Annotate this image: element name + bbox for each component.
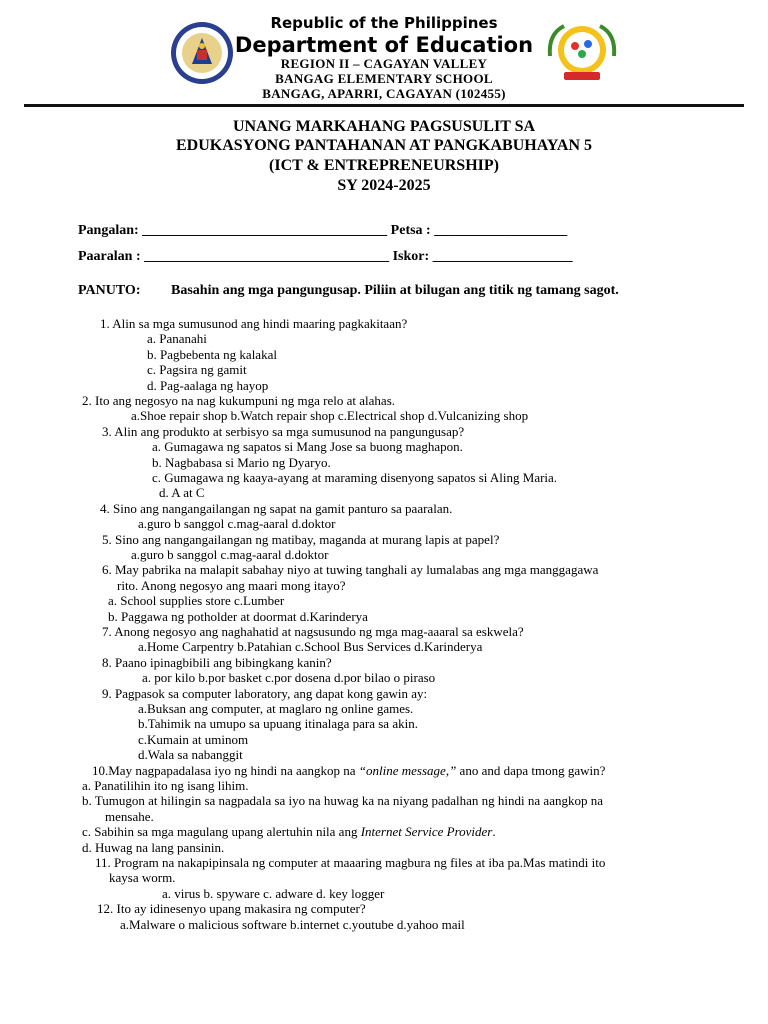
- question-line: a. Panatilihin ito ng isang lihim.: [82, 778, 249, 793]
- question-line: c. Gumagawa ng kaaya-ayang at maraming disenyong sapatos si Aling Maria.: [152, 470, 558, 485]
- question-line: 2. Ito ang negosyo na nag kukumpuni ng mga relo at alahas.: [82, 393, 396, 408]
- question-line: b.Tahimik na umupo sa upuang itinalaga para sa akin.: [138, 716, 418, 731]
- header-school: BANGAG ELEMENTARY SCHOOL: [275, 71, 493, 86]
- question-line: 6. May pabrika na malapit sabahay niyo at tuwing tanghali ay lumalabas ang mga manggagawa: [102, 562, 599, 577]
- exam-title-line2: EDUKASYONG PANTAHANAN AT PANGKABUHAYAN 5: [175, 137, 593, 154]
- question-line: 9. Pagpasok sa computer laboratory, ang dapat kong gawin ay:: [102, 686, 428, 701]
- exam-title-line4: SY 2024-2025: [337, 177, 431, 194]
- exam-title-line1: UNANG MARKAHANG PAGSUSULIT SA: [232, 118, 536, 135]
- question-line: 3. Alin ang produkto at serbisyo sa mga sumusunod na pangungusap?: [102, 424, 465, 439]
- question-line: 11. Program na nakapipinsala ng computer at maaaring magbura ng files at iba pa.Mas matindi ito: [95, 855, 606, 870]
- question-line: 10.May nagpapadalasa iyo ng hindi na aangkop na “online message,” ano and dapa tmong gawin?: [92, 763, 606, 778]
- question-line: a.Malware o malicious software b.internet c.youtube d.yahoo mail: [120, 917, 465, 932]
- question-line: b. Nagbabasa si Mario ng Dyaryo.: [152, 455, 331, 470]
- question-line: d. A at C: [159, 485, 205, 500]
- question-line: b. Pagbebenta ng kalakal: [147, 347, 277, 362]
- question-line: 8. Paano ipinagbibili ang bibingkang kanin?: [102, 655, 332, 670]
- question-line: c. Pagsira ng gamit: [147, 362, 247, 377]
- header-divider: [24, 104, 744, 107]
- exam-title-line3: (ICT & ENTREPRENEURSHIP): [269, 157, 499, 174]
- question-line: d. Pag-aalaga ng hayop: [147, 378, 269, 393]
- question-line: a. virus b. spyware c. adware d. key logger: [162, 886, 385, 901]
- question-line: a.Buksan ang computer, at maglaro ng online games.: [138, 701, 414, 716]
- header-address: BANGAG, APARRI, CAGAYAN (102455): [262, 86, 506, 101]
- question-line: a. por kilo b.por basket c.por dosena d.por bilao o piraso: [142, 670, 436, 685]
- question-line: b. Tumugon at hilingin sa nagpadala sa iyo na huwag ka na niyang padalhan ng hindi na aangkop na: [82, 793, 603, 808]
- field-paaralan-iskor[interactable]: Paaralan : ___________________________________ Iskor: ____________________: [78, 249, 573, 264]
- panuto-label: PANUTO:: [78, 283, 141, 298]
- question-line: a.Home Carpentry b.Patahian c.School Bus Services d.Karinderya: [138, 639, 483, 654]
- question-line: 5. Sino ang nangangailangan ng matibay, maganda at murang lapis at papel?: [102, 532, 500, 547]
- question-line: 1. Alin sa mga sumusunod ang hindi maaring pagkakitaan?: [100, 316, 408, 331]
- question-line: a. Pananahi: [147, 331, 207, 346]
- question-line: a.guro b sanggol c.mag-aaral d.doktor: [138, 516, 336, 531]
- question-line: a. School supplies store c.Lumber: [108, 593, 285, 608]
- question-line: a.guro b sanggol c.mag-aaral d.doktor: [131, 547, 329, 562]
- question-line: b. Paggawa ng potholder at doormat d.Karinderya: [108, 609, 368, 624]
- question-line: d.Wala sa nabanggit: [138, 747, 243, 762]
- question-line: c.Kumain at uminom: [138, 732, 249, 747]
- question-line: mensahe.: [105, 809, 154, 824]
- question-line: 4. Sino ang nangangailangan ng sapat na gamit panturo sa paaralan.: [100, 501, 453, 516]
- question-line: c. Sabihin sa mga magulang upang alertuhin nila ang Internet Service Provider.: [82, 824, 496, 839]
- question-line: d. Huwag na lang pansinin.: [82, 840, 225, 855]
- field-pangalan-petsa[interactable]: Pangalan: ___________________________________ Petsa : ___________________: [78, 223, 568, 238]
- header-department: Department of Education: [234, 33, 534, 57]
- question-line: a. Gumagawa ng sapatos si Mang Jose sa buong maghapon.: [152, 439, 463, 454]
- question-line: a.Shoe repair shop b.Watch repair shop c.Electrical shop d.Vulcanizing shop: [131, 408, 529, 423]
- panuto-text: Basahin ang mga pangungusap. Piliin at bilugan ang titik ng tamang sagot.: [171, 283, 619, 298]
- question-line: 12. Ito ay idinesenyo upang makasira ng computer?: [97, 901, 366, 916]
- question-line: 7. Anong negosyo ang naghahatid at nagsusundo ng mga mag-aaaral sa eskwela?: [102, 624, 524, 639]
- header-region: REGION II – CAGAYAN VALLEY: [280, 56, 488, 71]
- question-line: kaysa worm.: [109, 870, 176, 885]
- header-republic: Republic of the Philippines: [270, 14, 498, 32]
- question-line: rito. Anong negosyo ang maari mong itayo?: [117, 578, 346, 593]
